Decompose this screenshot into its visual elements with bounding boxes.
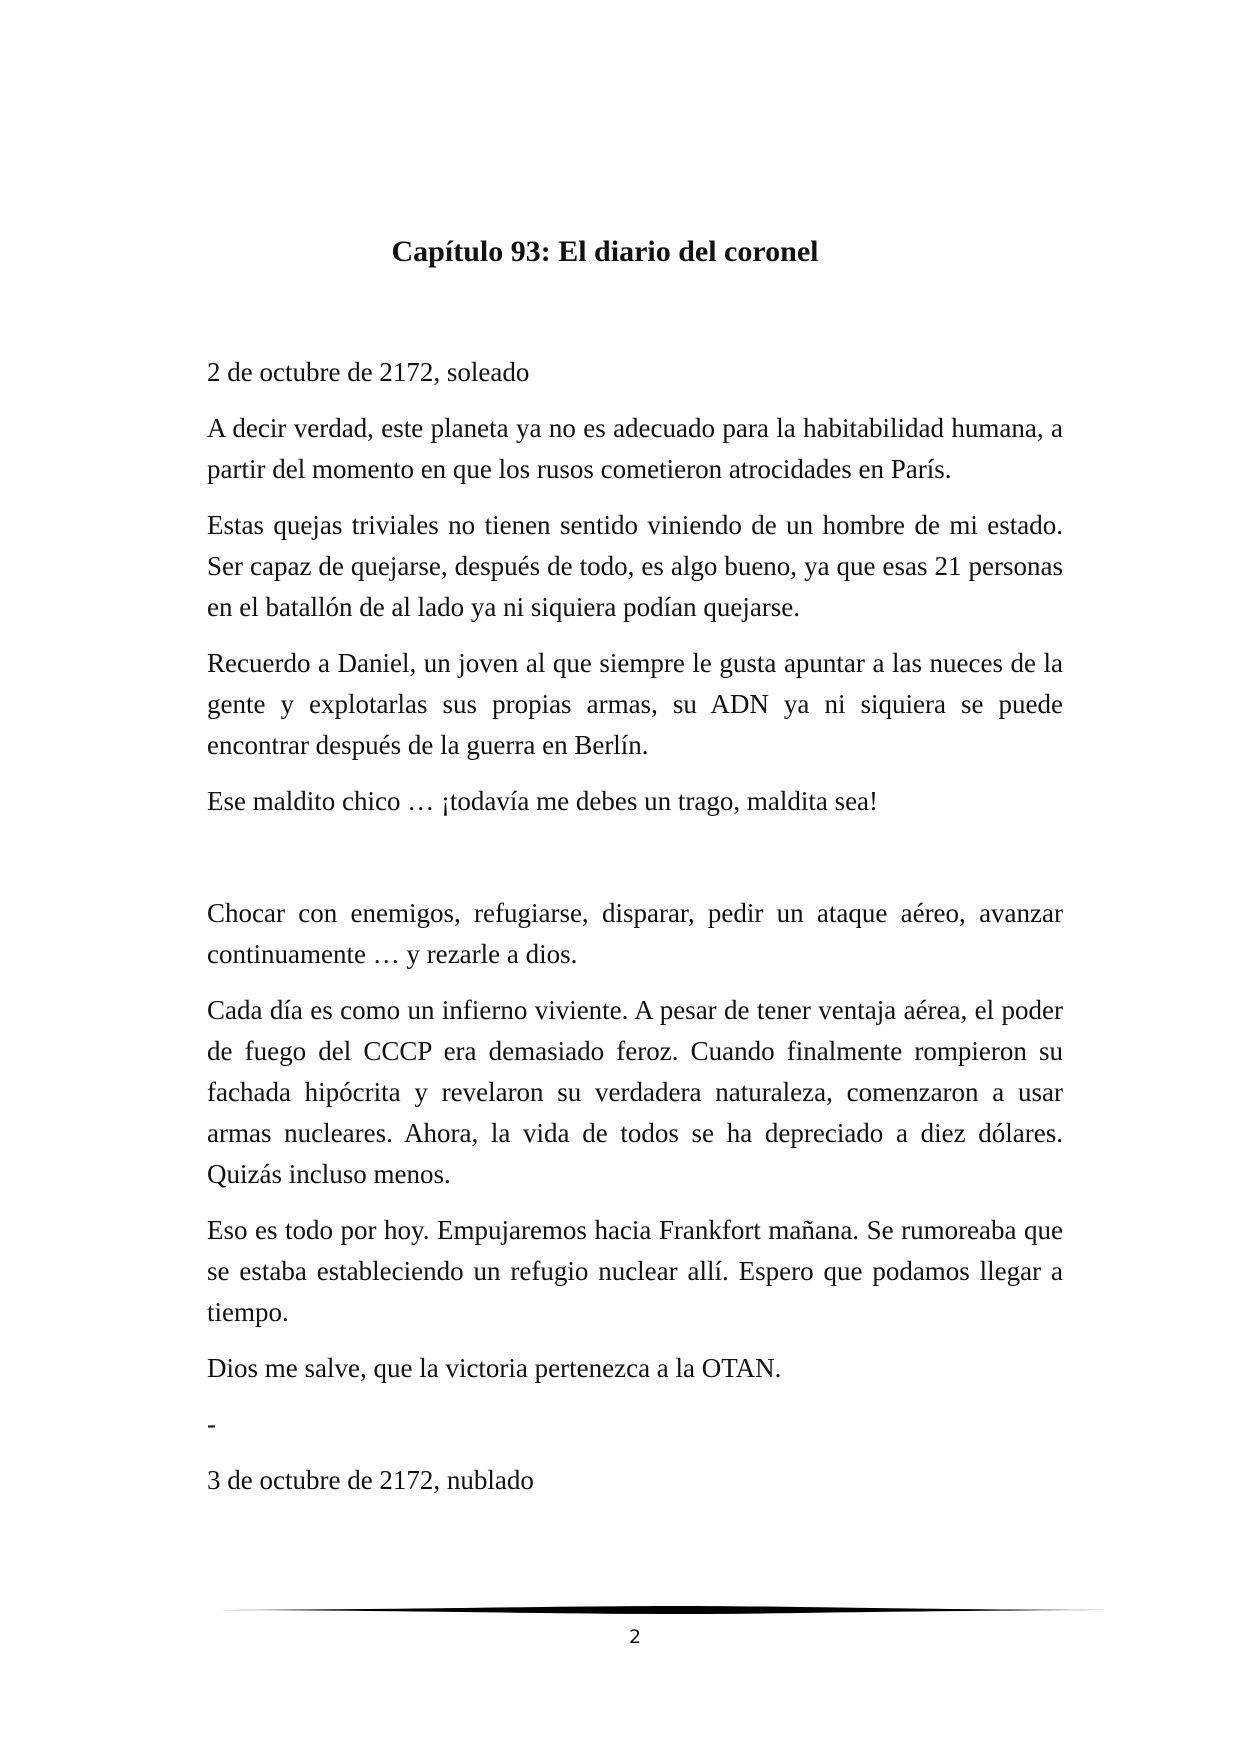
paragraph: Ese maldito chico … ¡todavía me debes un trago, maldita sea! xyxy=(207,786,879,816)
paragraph: Chocar con enemigos, refugiarse, disparar, pedir un ataque aéreo, avanzar continuamente … y rezarle a dios. xyxy=(207,898,1063,969)
entry-date: 3 de octubre de 2172, nublado xyxy=(207,1465,534,1495)
paragraph: Recuerdo a Daniel, un joven al que siempre le gusta apuntar a las nueces de la gente y explotarlas sus propias armas, su ADN ya ni siquiera se puede encontrar después de la guerra en Berlín. xyxy=(207,648,1063,760)
paragraph: A decir verdad, este planeta ya no es adecuado para la habitabilidad humana, a partir del momento en que los rusos cometieron atrocidades en París. xyxy=(207,413,1063,484)
paragraph: Estas quejas triviales no tienen sentido viniendo de un hombre de mi estado. Ser capaz de quejarse, después de todo, es algo bueno, ya que esas 21 personas en el batallón de al lado ya ni siquiera podían quejarse. xyxy=(207,510,1063,622)
entry-date: 2 de octubre de 2172, soleado xyxy=(207,357,530,387)
diary-body xyxy=(207,352,1063,1516)
paragraph: Eso es todo por hoy. Empujaremos hacia Frankfort mañana. Se rumoreaba que se estaba estableciendo un refugio nuclear allí. Espero que podamos llegar a tiempo. xyxy=(207,1215,1063,1327)
page-number: 2 xyxy=(628,1626,642,1648)
paragraph-gap xyxy=(207,837,1063,893)
entry-separator: - xyxy=(207,1409,216,1439)
paragraph: Cada día es como un infierno viviente. A pesar de tener ventaja aérea, el poder de fuego del CCCP era demasiado feroz. Cuando finalmente rompieron su fachada hipócrita y revelaron su verdadera naturaleza, comenzaron a usar armas nucleares. Ahora, la vida de todos se ha depreciado a diez dólares. Quizás incluso menos. xyxy=(207,995,1063,1189)
footer-divider xyxy=(207,1604,1107,1616)
paragraph: Dios me salve, que la victoria pertenezca a la OTAN. xyxy=(207,1353,782,1383)
chapter-title: Capítulo 93: El diario del coronel xyxy=(391,235,819,268)
